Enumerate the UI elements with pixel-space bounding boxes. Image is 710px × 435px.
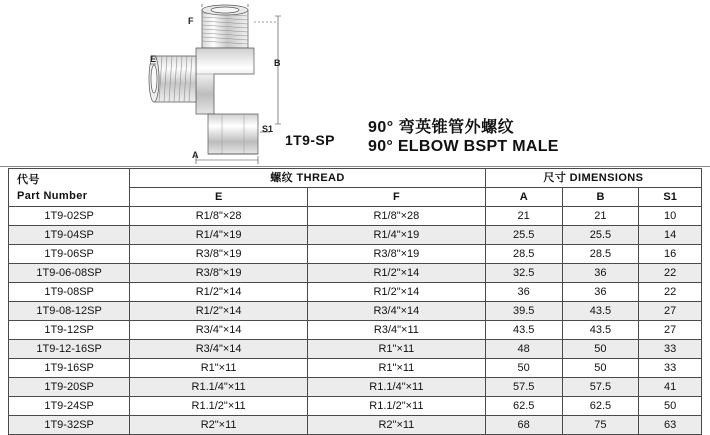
table-row	[9, 207, 702, 226]
cell-e: R3/4"×14	[130, 321, 308, 340]
cell-f: R1.1/4"×11	[308, 378, 486, 397]
cell-a: 43.5	[485, 321, 562, 340]
cell-a: 50	[485, 359, 562, 378]
table-row	[9, 359, 702, 378]
cell-e: R2"×11	[130, 416, 308, 435]
part-number-label-cn: 代号	[17, 173, 40, 186]
cell-b: 43.5	[562, 302, 639, 321]
cell-part-number: 1T9-12SP	[9, 321, 130, 340]
header-illustration-area	[0, 0, 710, 168]
cell-a: 36	[485, 283, 562, 302]
cell-e: R1/2"×14	[130, 302, 308, 321]
cell-s1: 33	[639, 340, 702, 359]
cell-b: 43.5	[562, 321, 639, 340]
column-header-b: B	[562, 188, 639, 207]
callout-E: E	[150, 54, 157, 64]
cell-a: 48	[485, 340, 562, 359]
table-row	[9, 321, 702, 340]
cell-a: 57.5	[485, 378, 562, 397]
cell-a: 21	[485, 207, 562, 226]
cell-part-number: 1T9-06SP	[9, 245, 130, 264]
cell-e: R1/2"×14	[130, 283, 308, 302]
cell-f: R1"×11	[308, 359, 486, 378]
table-row	[9, 226, 702, 245]
cell-s1: 41	[639, 378, 702, 397]
cell-b: 57.5	[562, 378, 639, 397]
cell-e: R3/8"×19	[130, 245, 308, 264]
cell-part-number: 1T9-20SP	[9, 378, 130, 397]
column-group-dimensions: 尺寸 DIMENSIONS	[485, 169, 701, 188]
part-number-label-en: Part Number	[17, 189, 88, 202]
cell-e: R1/8"×28	[130, 207, 308, 226]
cell-part-number: 1T9-12-16SP	[9, 340, 130, 359]
cell-b: 62.5	[562, 397, 639, 416]
cell-a: 68	[485, 416, 562, 435]
cell-e: R3/4"×14	[130, 340, 308, 359]
cell-e: R3/8"×19	[130, 264, 308, 283]
table-header-top	[9, 169, 702, 188]
column-header-f: F	[308, 188, 486, 207]
cell-part-number: 1T9-24SP	[9, 397, 130, 416]
cell-e: R1.1/4"×11	[130, 378, 308, 397]
cell-s1: 16	[639, 245, 702, 264]
table-row	[9, 416, 702, 435]
table-row	[9, 264, 702, 283]
table-row	[9, 302, 702, 321]
cell-f: R1/2"×14	[308, 264, 486, 283]
cell-b: 36	[562, 264, 639, 283]
table-row	[9, 283, 702, 302]
cell-s1: 27	[639, 302, 702, 321]
callout-B: B	[274, 58, 281, 68]
cell-a: 39.5	[485, 302, 562, 321]
cell-f: R1/8"×28	[308, 207, 486, 226]
cell-part-number: 1T9-08SP	[9, 283, 130, 302]
column-header-part-number	[9, 169, 130, 207]
cell-e: R1/4"×19	[130, 226, 308, 245]
cell-f: R3/8"×19	[308, 245, 486, 264]
cell-b: 21	[562, 207, 639, 226]
cell-b: 25.5	[562, 226, 639, 245]
title-chinese: 90° 弯英锥管外螺纹	[368, 119, 515, 136]
cell-f: R3/4"×14	[308, 302, 486, 321]
cell-f: R3/4"×11	[308, 321, 486, 340]
cell-a: 62.5	[485, 397, 562, 416]
cell-s1: 22	[639, 264, 702, 283]
table-row	[9, 378, 702, 397]
cell-b: 36	[562, 283, 639, 302]
cell-part-number: 1T9-02SP	[9, 207, 130, 226]
cell-e: R1.1/2"×11	[130, 397, 308, 416]
title-english: 90° ELBOW BSPT MALE	[368, 138, 559, 155]
cell-part-number: 1T9-32SP	[9, 416, 130, 435]
cell-a: 28.5	[485, 245, 562, 264]
column-header-e: E	[130, 188, 308, 207]
cell-part-number: 1T9-06-08SP	[9, 264, 130, 283]
cell-f: R1"×11	[308, 340, 486, 359]
table-row	[9, 340, 702, 359]
product-titles	[368, 118, 698, 156]
cell-b: 75	[562, 416, 639, 435]
cell-e: R1"×11	[130, 359, 308, 378]
cell-f: R1.1/2"×11	[308, 397, 486, 416]
column-header-s1: S1	[639, 188, 702, 207]
header-divider	[0, 166, 710, 167]
callout-F: F	[188, 16, 194, 26]
cell-a: 32.5	[485, 264, 562, 283]
column-group-thread: 螺纹 THREAD	[130, 169, 486, 188]
cell-a: 25.5	[485, 226, 562, 245]
table-body	[9, 207, 702, 435]
cell-b: 50	[562, 359, 639, 378]
cell-part-number: 1T9-08-12SP	[9, 302, 130, 321]
cell-b: 50	[562, 340, 639, 359]
cell-part-number: 1T9-04SP	[9, 226, 130, 245]
specification-table	[8, 168, 702, 435]
cell-s1: 10	[639, 207, 702, 226]
cell-s1: 33	[639, 359, 702, 378]
cell-part-number: 1T9-16SP	[9, 359, 130, 378]
cell-f: R2"×11	[308, 416, 486, 435]
cell-s1: 27	[639, 321, 702, 340]
table-row	[9, 397, 702, 416]
cell-f: R1/4"×19	[308, 226, 486, 245]
callout-A: A	[192, 150, 199, 160]
cell-b: 28.5	[562, 245, 639, 264]
cell-s1: 63	[639, 416, 702, 435]
cell-s1: 14	[639, 226, 702, 245]
column-header-a: A	[485, 188, 562, 207]
cell-f: R1/2"×14	[308, 283, 486, 302]
table-row	[9, 245, 702, 264]
cell-s1: 22	[639, 283, 702, 302]
cell-s1: 50	[639, 397, 702, 416]
callout-S1: S1	[262, 124, 274, 134]
elbow-fitting-drawing	[110, 4, 310, 164]
part-code-label: 1T9-SP	[285, 132, 335, 148]
